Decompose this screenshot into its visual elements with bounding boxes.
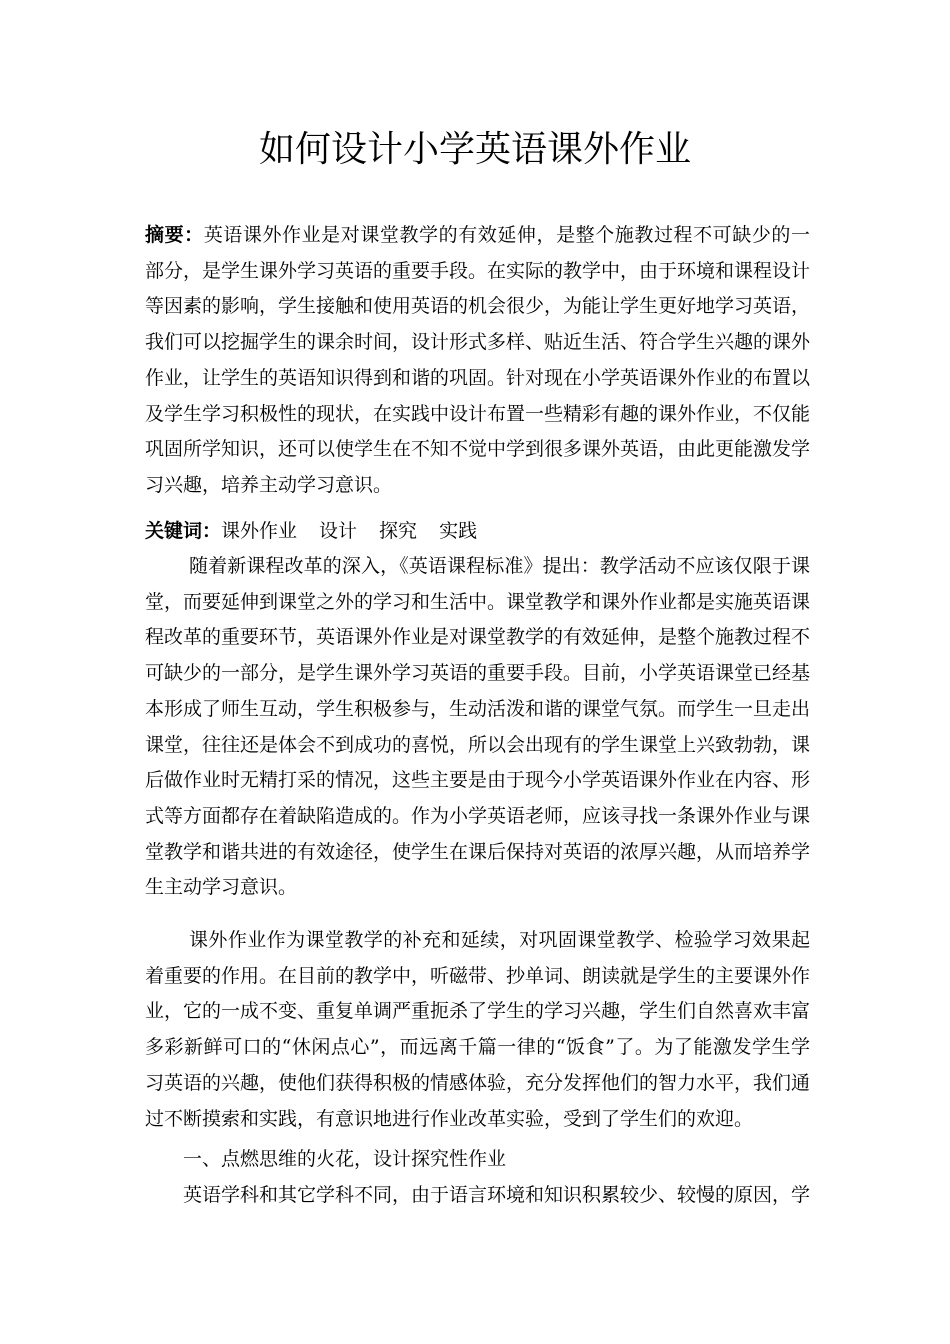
- keywords-line: [145, 514, 810, 550]
- keyword-item: 课外作业: [221, 520, 298, 542]
- abstract-label: 摘要：: [145, 224, 204, 246]
- abstract-text: 英语课外作业是对课堂教学的有效延伸，是整个施教过程不可缺少的一部分，是学生课外学习英语的重要手段。在实际的教学中，由于环境和课程设计等因素的影响，学生接触和使用英语的机会很少，为能让学生更好地学习英语，我们可以挖掘学生的课余时间，设计形式多样、贴近生活、符合学生兴趣的课外作业，让学生的英语知识得到和谐的巩固。针对现在小学英语课外作业的布置以及学生学习积极性的现状，在实践中设计布置一些精彩有趣的课外作业，不仅能巩固所学知识，还可以使学生在不知不觉中学到很多课外英语，由此更能激发学习兴趣，培养主动学习意识。: [145, 224, 811, 496]
- keyword-item: 实践: [439, 520, 478, 542]
- body-paragraph-2: 课外作业作为课堂教学的补充和延续，对巩固课堂教学、检验学习效果起着重要的作用。在目前的教学中，听磁带、抄单词、朗读就是学生的主要课外作业，它的一成不变、重复单调严重扼杀了学生的学习兴趣，学生们自然喜欢丰富多彩新鲜可口的“休闲点心”，而远离千篇一律的“饭食”了。为了能激发学生学习英语的兴趣，使他们获得积极的情感体验，充分发挥他们的智力水平，我们通过不断摸索和实践，有意识地进行作业改革实验，受到了学生们的欢迎。: [145, 929, 811, 1130]
- keyword-item: 探究: [379, 520, 418, 542]
- body-paragraph-1: 随着新课程改革的深入，《英语课程标准》提出：教学活动不应该仅限于课堂，而要延伸到课堂之外的学习和生活中。课堂教学和课外作业都是实施英语课程改革的重要环节，英语课外作业是对课堂教学的有效延伸，是整个施教过程不可缺少的一部分，是学生课外学习英语的重要手段。目前，小学英语课堂已经基本形成了师生互动，学生积极参与，生动活泼和谐的课堂气氛。而学生一旦走出课堂，往往还是体会不到成功的喜悦，所以会出现有的学生课堂上兴致勃勃，课后做作业时无精打采的情况，这些主要是由于现今小学英语课外作业在内容、形式等方面都存在着缺陷造成的。作为小学英语老师，应该寻找一条课外作业与课堂教学和谐共进的有效途径，使学生在课后保持对英语的浓厚兴趣，从而培养学生主动学习意识。: [145, 555, 811, 899]
- keyword-item: 设计: [319, 520, 358, 542]
- abstract-paragraph: [145, 218, 810, 504]
- section-heading-1: 一、点燃思维的火花，设计探究性作业: [183, 1148, 507, 1170]
- document-title: 如何设计小学英语课外作业: [258, 129, 691, 170]
- keywords-label: 关键词：: [145, 520, 222, 542]
- body-paragraph-3: 英语学科和其它学科不同，由于语言环境和知识积累较少、较慢的原因，学: [183, 1184, 811, 1206]
